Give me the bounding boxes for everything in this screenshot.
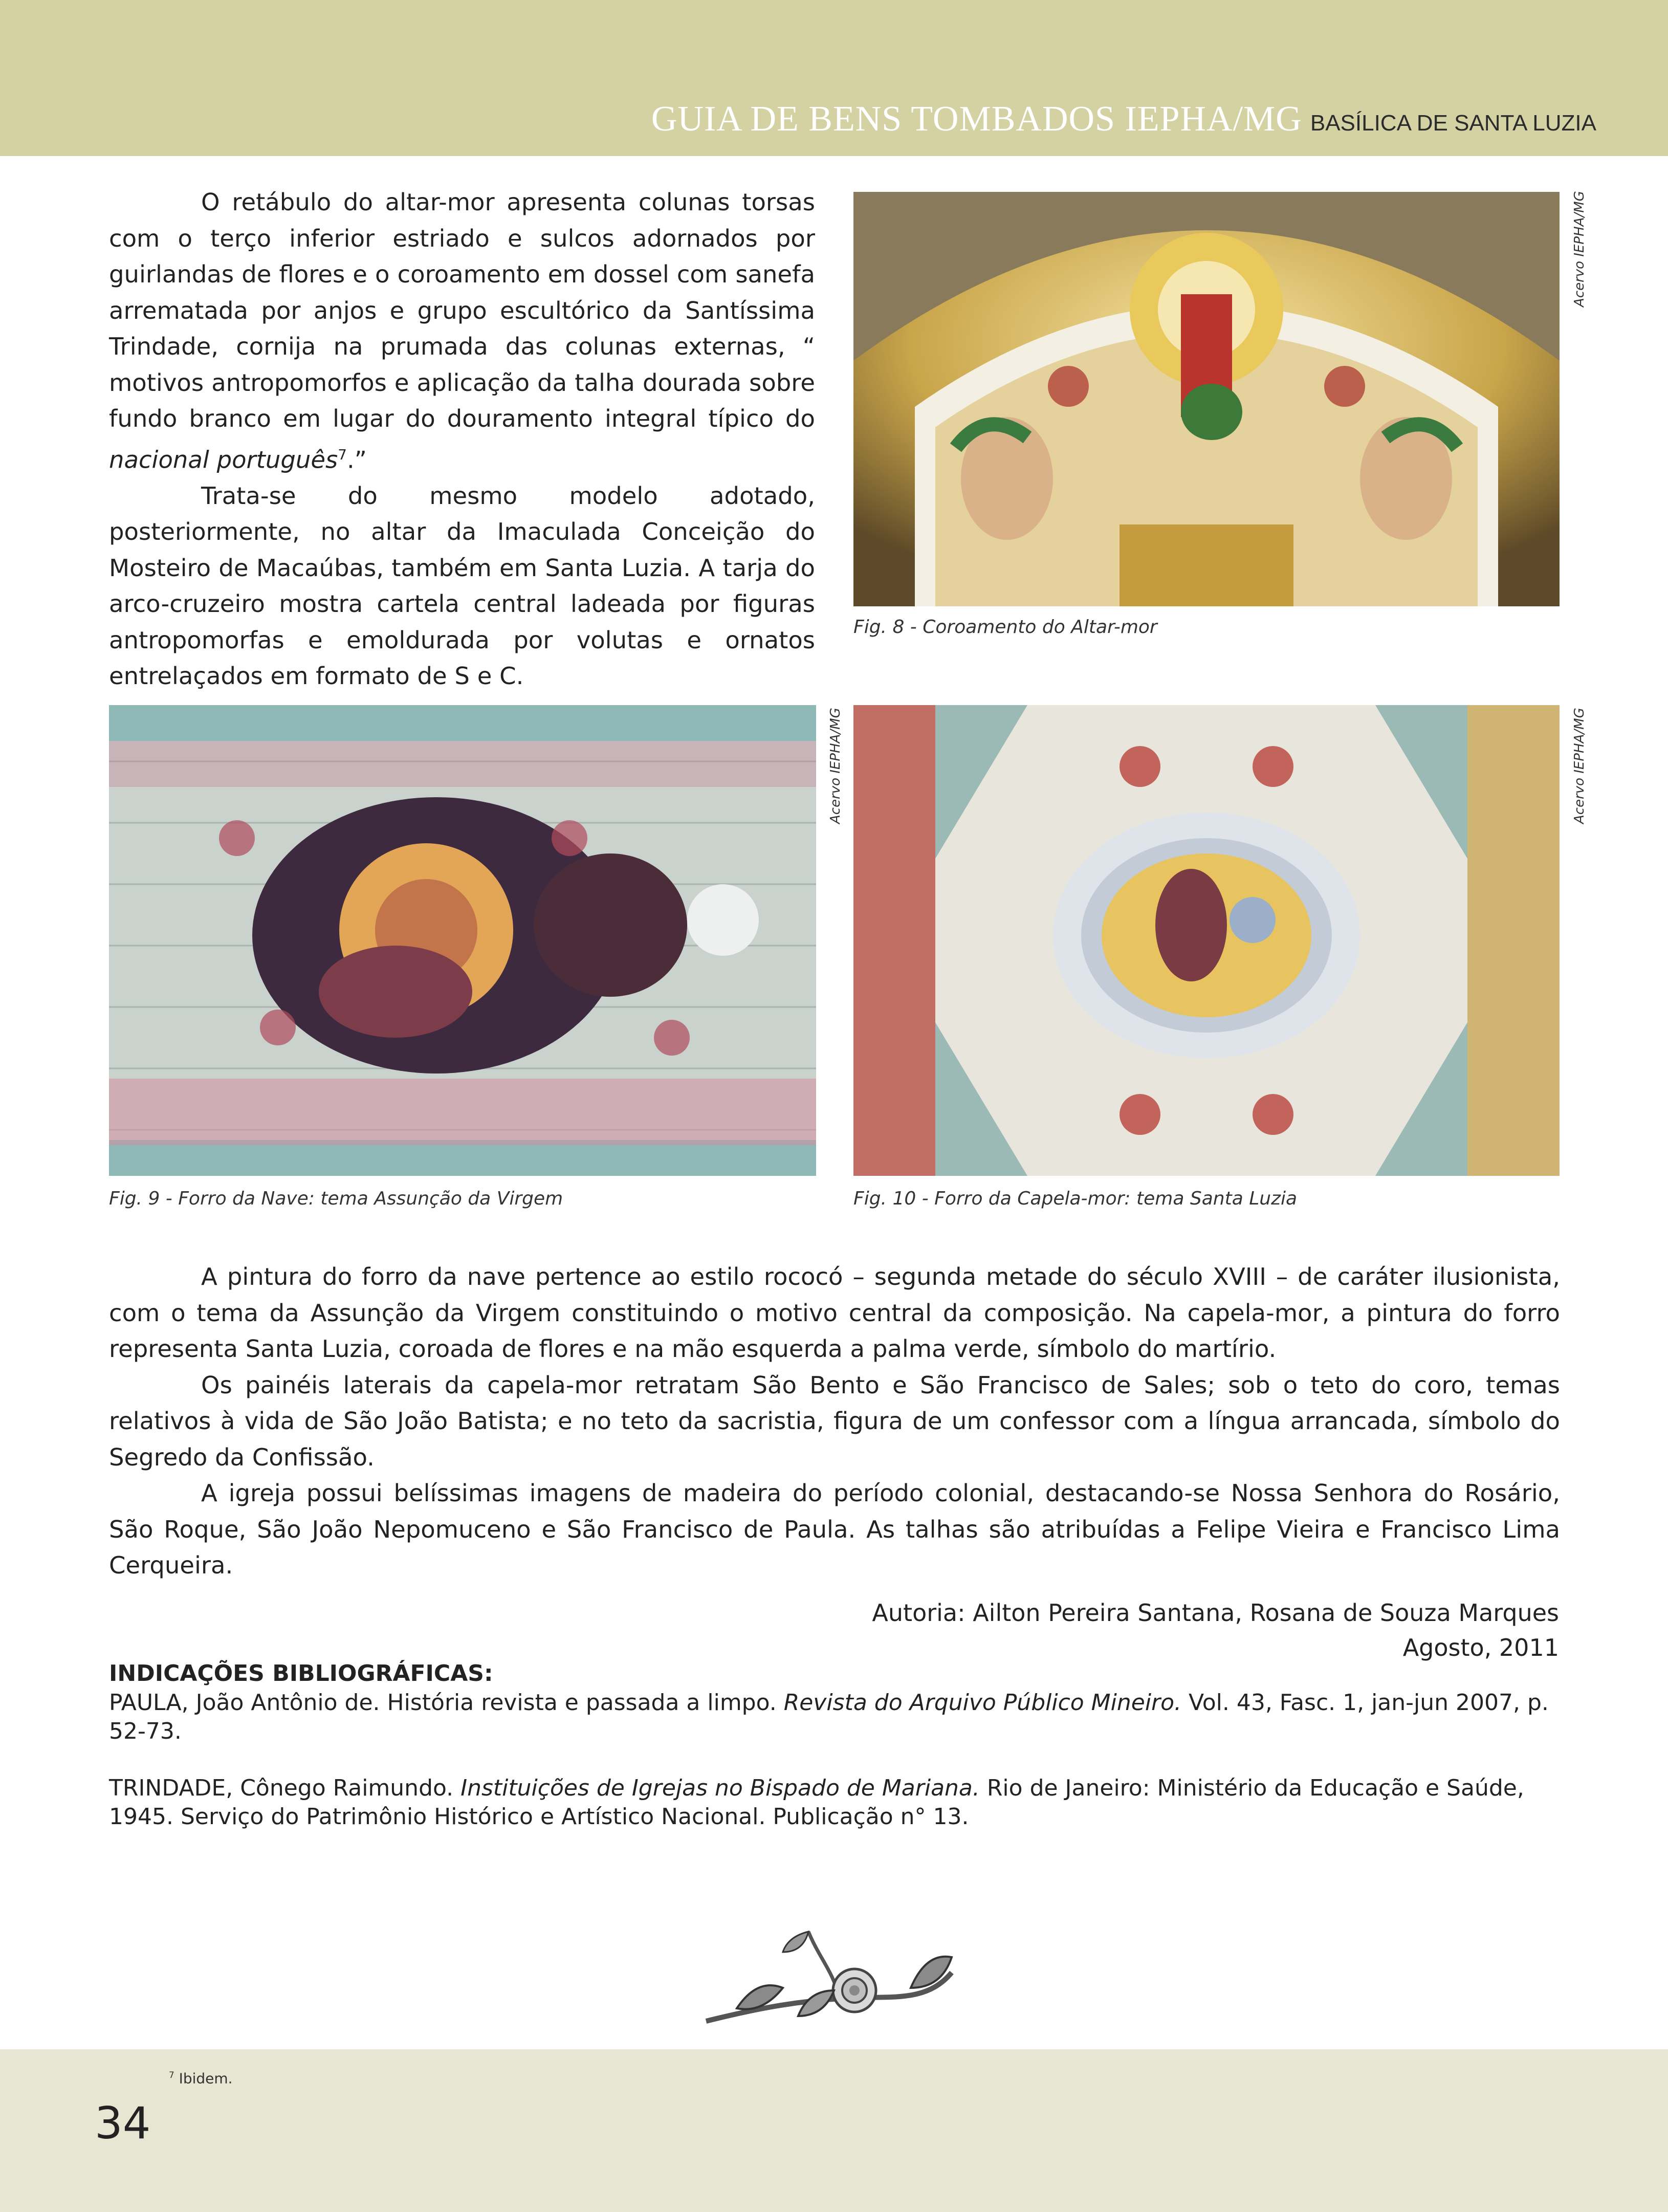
intro-paragraph-1: O retábulo do altar-mor apresenta colunas torsas com o terço inferior estriado e sulcos adornados por guirlandas de flores e o coroamento em dossel com sanefa arrematada por anjos e grupo escultórico da Santíssima Trindade, cornija na prumada das colunas externas, “ motivos antropomorfos e aplicação da talha dourada sobre fundo branco em lugar do douramento integral típico do nacional português$^7$.” bbox=[109, 188, 815, 473]
fig8-photo bbox=[853, 192, 1560, 606]
italic-term: nacional português bbox=[109, 446, 338, 473]
footer-band bbox=[0, 2049, 1668, 2212]
nave-ceiling-illustration bbox=[109, 705, 816, 1176]
intro-column bbox=[109, 184, 815, 694]
bibliography-entry: PAULA, João Antônio de. História revista e passada a limpo. Revista do Arquivo Público Mineiro. Vol. 43, Fasc. 1, jan-jun 2007, p. 52-73. bbox=[109, 1690, 1549, 1744]
fig9-photo bbox=[109, 705, 816, 1176]
altar-crown-illustration bbox=[853, 192, 1560, 606]
bibliography-list bbox=[109, 1689, 1560, 1859]
footnote: $^7$ Ibidem. bbox=[169, 2070, 233, 2087]
bibliography-entry: TRINDADE, Cônego Raimundo. Instituições de Igrejas no Bispado de Mariana. Rio de Janeiro: Ministério da Educação e Saúde, 1945. Serviço do Patrimônio Histórico e Artístico Nacional. Publicação n° 13. bbox=[109, 1775, 1524, 1830]
fig10-photo bbox=[853, 705, 1560, 1176]
authors-line: Autoria: Ailton Pereira Santana, Rosana de Souza Marques bbox=[872, 1599, 1559, 1627]
fig8-caption: Fig. 8 - Coroamento do Altar-mor bbox=[853, 617, 1157, 638]
body-paragraph-3: A igreja possui belíssimas imagens de madeira do período colonial, destacando-se Nossa Senhora do Rosário, São Roque, São João Nepomuceno e São Francisco de Paula. As talhas são atribuídas a Felipe Vieira e Francisco Lima Cerqueira. bbox=[109, 1479, 1560, 1579]
page-number: 34 bbox=[95, 2098, 151, 2149]
body-paragraph-2: Os painéis laterais da capela-mor retratam São Bento e São Francisco de Sales; sob o teto do coro, temas relativos à vida de São João Batista; e no teto da sacristia, figura de um confessor com a língua arrancada, símbolo do Segredo da Confissão. bbox=[109, 1371, 1560, 1471]
footnote-ref: 7 bbox=[338, 446, 347, 463]
running-header bbox=[651, 101, 1596, 137]
authorship bbox=[872, 1595, 1559, 1665]
fig10-credit: Acervo IEPHA/MG bbox=[1572, 708, 1587, 824]
fig9-caption: Fig. 9 - Forro da Nave: tema Assunção da Virgem bbox=[109, 1188, 563, 1209]
intro-paragraph-2: Trata-se do mesmo modelo adotado, posteriormente, no altar da Imaculada Conceição do Mosteiro de Macaúbas, também em Santa Luzia. A tarja do arco-cruzeiro mostra cartela central ladeada por figuras antropomorfas e emoldurada por volutas e ornatos entrelaçados em formato de S e C. bbox=[109, 481, 815, 690]
fig10-caption: Fig. 10 - Forro da Capela-mor: tema Santa Luzia bbox=[853, 1188, 1298, 1209]
chancel-ceiling-illustration bbox=[853, 705, 1560, 1176]
section-subtitle: BASÍLICA DE SANTA LUZIA bbox=[1310, 111, 1596, 136]
body-paragraph-1: A pintura do forro da nave pertence ao estilo rococó – segunda metade do século XVIII – de caráter ilusionista, com o tema da Assunção da Virgem constituindo o motivo central da composição. Na capela-mor, a pintura do forro representa Santa Luzia, coroada de flores e na mão esquerda a palma verde, símbolo do martírio. bbox=[109, 1263, 1560, 1363]
publication-title: GUIA DE BENS TOMBADOS IEPHA/MG bbox=[651, 99, 1302, 139]
date-line: Agosto, 2011 bbox=[1402, 1634, 1559, 1661]
body-text bbox=[109, 1259, 1560, 1584]
bibliography-heading: INDICAÇÕES BIBLIOGRÁFICAS: bbox=[109, 1660, 493, 1687]
fig8-credit: Acervo IEPHA/MG bbox=[1572, 191, 1587, 307]
rose-icon bbox=[686, 1911, 987, 2029]
fig9-credit: Acervo IEPHA/MG bbox=[828, 708, 843, 824]
rose-ornament bbox=[686, 1911, 987, 2029]
